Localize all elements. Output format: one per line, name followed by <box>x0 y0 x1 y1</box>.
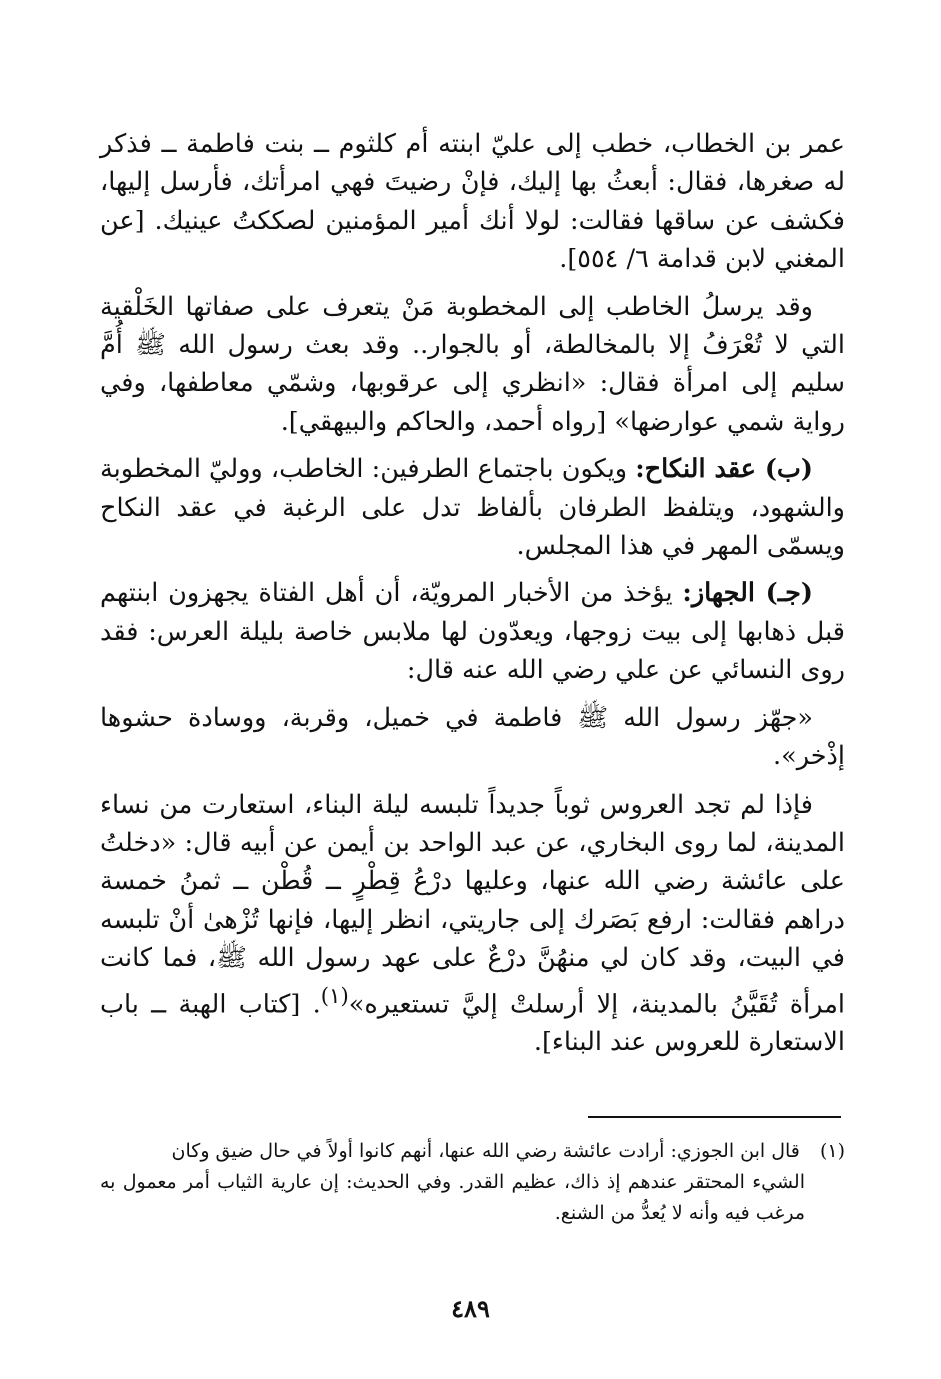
paragraph-6-text: فإذا لم تجد العروس ثوباً جديداً تلبسه ليلة البناء، استعارت من نساء المدينة، لما روى البخاري، عن عبد الواحد بن أيمن عن أبيه قال: «دخلتُ على عائشة رضي الله عنها، وعليها درْعُ قِطْرٍ ــ قُطْن ــ ثمنُ خمسة دراهم فقالت: ارفع بَصَرك إلى جاريتي، انظر إليها، فإنها تُزْهىٰ أنْ تلبسه في البيت، وقد كان لي منهُنَّ درْعٌ على عهد رسول الله ﷺ، فما كانت امرأة تُقَيَّنُ بالمدينة، إلا أرسلتْ إليَّ تستعيره» <box>100 789 845 1020</box>
footnote-line-1: قال ابن الجوزي: أرادت عائشة رضي الله عنها، أنهم كانوا أولاً في حال ضيق وكان <box>171 1140 806 1162</box>
page-number: ٤٨٩ <box>451 1294 490 1323</box>
footnote-first-line <box>100 1136 845 1167</box>
footnote <box>100 1136 845 1229</box>
main-text <box>100 125 845 1071</box>
paragraph-2: وقد يرسلُ الخاطب إلى المخطوبة مَنْ يتعرف على صفاتها الخَلْقية التي لا تُعْرَفُ إلا بالمخالطة، أو بالجوار.. وقد بعث رسول الله ﷺ أُمَّ سليم إلى امرأة فقال: «انظري إلى عرقوبها، وشمّي معاطفها، وفي رواية شمي عوارضها» [رواه أحمد، والحاكم والبيهقي]. <box>100 291 845 437</box>
paragraph-4-text: يؤخذ من الأخبار المرويّة، أن أهل الفتاة يجهزون ابنتهم قبل ذهابها إلى بيت زوجها، ويعدّون لها ملابس خاصة بليلة العرس: فقد روى النسائي عن علي رضي الله عنه قال: <box>100 578 845 686</box>
paragraph-6 <box>100 786 845 1062</box>
paragraph-3-text: ويكون باجتماع الطرفين: الخاطب، ووليّ المخطوبة والشهود، ويتلفظ الطرفان بألفاظ تدل على الرغبة في عقد النكاح ويسمّى المهر في هذا المجلس. <box>100 454 845 562</box>
paragraph-6-citation: . [كتاب الهبة ــ باب الاستعارة للعروس عند البناء]. <box>100 989 845 1058</box>
hadith-quote: «جهّز رسول الله ﷺ فاطمة في خميل، وقربة، ووسادة حشوها إذْخر». <box>100 702 845 772</box>
footnote-divider <box>588 1116 841 1118</box>
paragraph-1: عمر بن الخطاب، خطب إلى عليّ ابنته أم كلثوم ــ بنت فاطمة ــ فذكر له صغرها، فقال: أبعثُ بها إليك، فإنْ رضيتَ فهي امرأتك، فأرسل إليها، فكشف عن ساقها فقالت: لولا أنك أمير المؤمنين لصككتُ عينيك. [عن المغني لابن قدامة ٦/ ٥٥٤]. <box>100 129 845 275</box>
paragraph-dowry <box>100 574 845 689</box>
footnote-continuation: الشيء المحتقر عندهم إذ ذاك، عظيم القدر. وفي الحديث: إن عارية الثياب أمر معمول به مرغب فيه وأنه لا يُعدُّ من الشنع. <box>100 1171 805 1224</box>
section-heading-c: (جـ) الجهاز: <box>682 578 813 609</box>
section-heading-b: (ب) عقد النكاح: <box>635 454 813 485</box>
footnote-ref: (١) <box>320 983 349 1009</box>
footnote-number: (١) <box>819 1140 845 1162</box>
paragraph-marriage-contract <box>100 450 845 565</box>
